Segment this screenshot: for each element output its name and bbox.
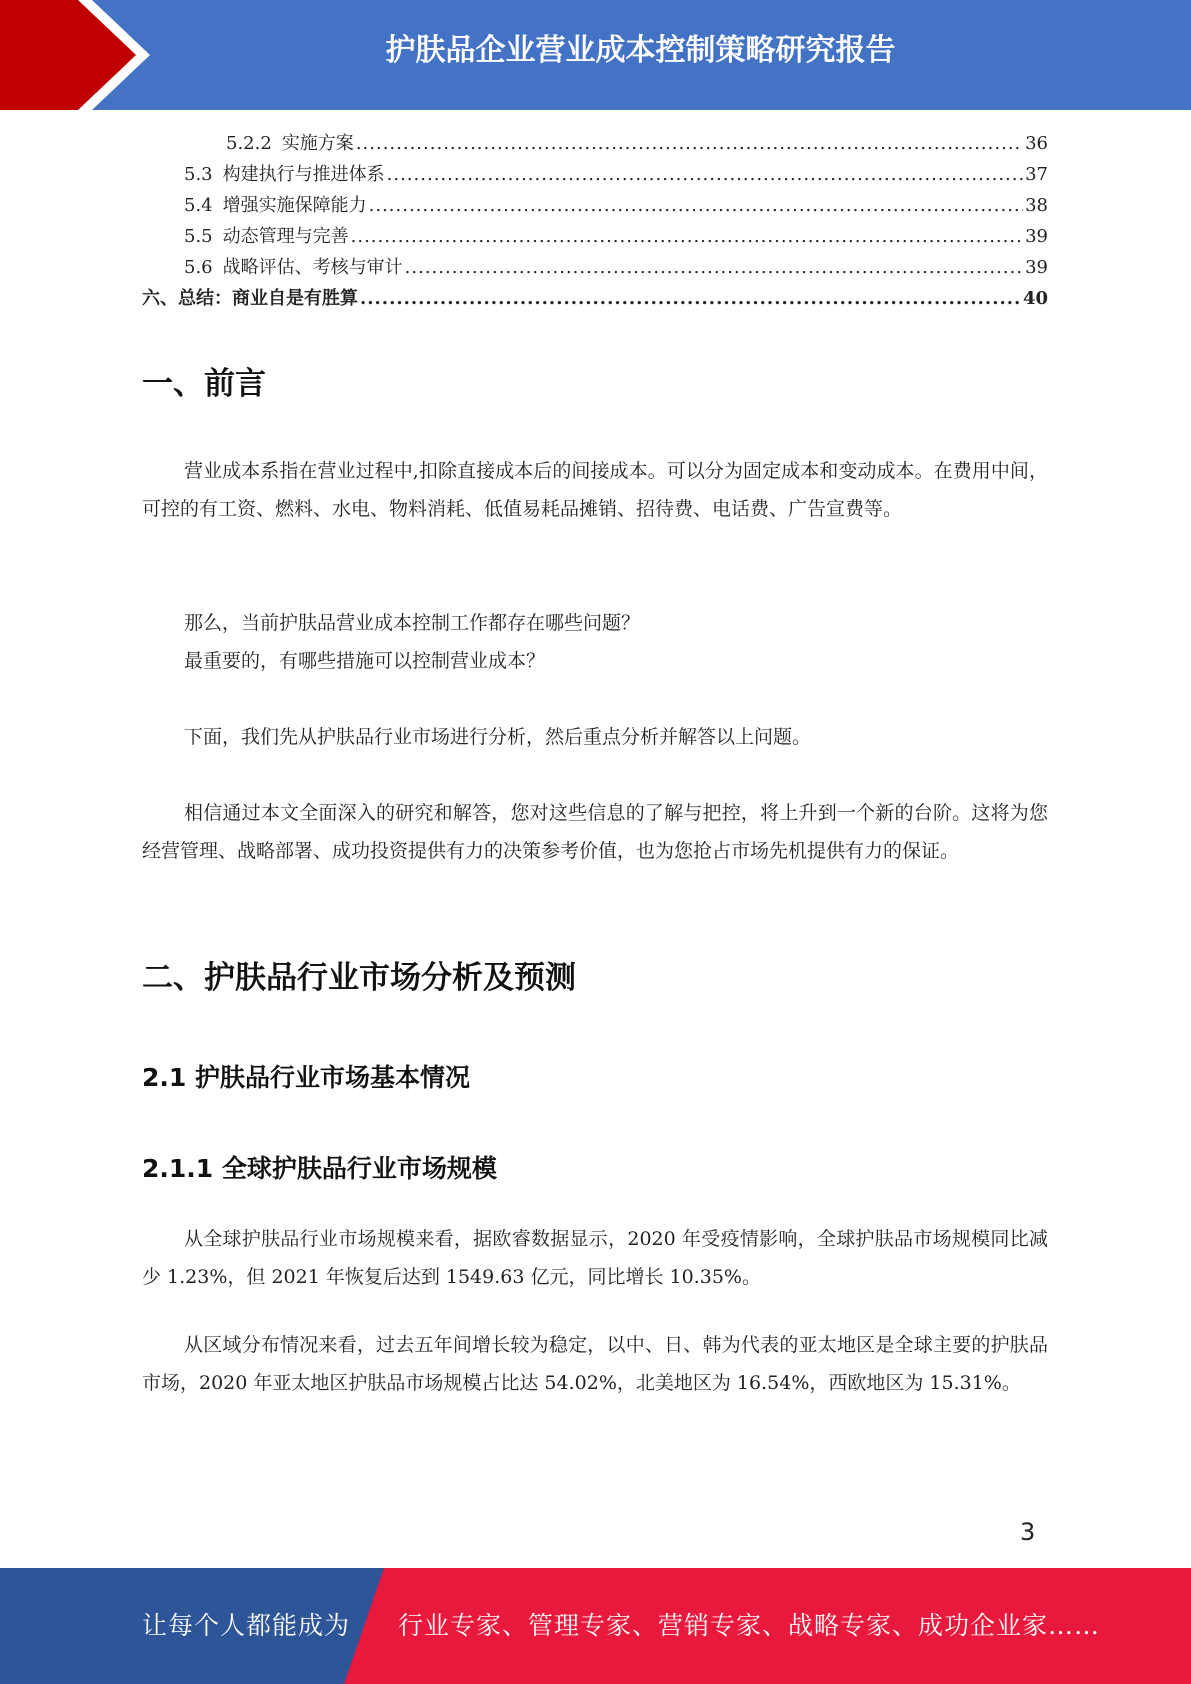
toc-entry-page: 36 [1025,133,1048,154]
toc-entry[interactable] [142,191,1048,222]
intro-paragraph [142,452,1048,528]
toc-entry[interactable] [142,284,1048,315]
toc-entry-page: 39 [1025,257,1048,278]
toc-leader-dots [387,164,1023,185]
header-arrow-decoration [0,0,200,110]
toc-leader-dots [369,195,1023,216]
document-title: 护肤品企业营业成本控制策略研究报告 [385,33,896,68]
toc-entry-number: 5.6 [184,257,213,278]
intro-method-paragraph [142,718,1048,756]
toc-entry-number: 5.5 [184,226,213,247]
toc-leader-dots [351,226,1023,247]
toc-entry-label: 战略评估、考核与审计 [222,257,403,278]
toc-entry-label: 增强实施保障能力 [222,195,367,216]
toc-entry-page: 38 [1025,195,1048,216]
subsection-heading-global: 2.1.1 全球护肤品行业市场规模 [142,1154,497,1183]
toc-entry[interactable] [142,222,1048,253]
toc-entry-label: 实施方案 [281,133,354,154]
page-number: 3 [1020,1518,1036,1546]
toc-entry-page: 40 [1022,288,1048,309]
subsection-heading-basic: 2.1 护肤品行业市场基本情况 [142,1063,470,1092]
intro-paragraph-text: 营业成本系指在营业过程中,扣除直接成本后的间接成本。可以分为固定成本和变动成本。在费用中间，可控的有工资、燃料、水电、物料消耗、低值易耗品摊销、招待费、电话费、广告宣费等。 [142,460,1048,520]
intro-questions [142,604,1048,680]
toc-leader-dots [405,257,1023,278]
regional-distribution-text: 从区域分布情况来看，过去五年间增长较为稳定，以中、日、韩为代表的亚太地区是全球主要的护肤品市场，2020 年亚太地区护肤品市场规模占比达 54.02%，北美地区为 16.54%，西欧地区为 15.31%。 [142,1334,1048,1394]
toc-entry[interactable] [142,253,1048,284]
intro-question-1: 那么，当前护肤品营业成本控制工作都存在哪些问题？ [184,612,641,634]
intro-method-text: 下面，我们先从护肤品行业市场进行分析，然后重点分析并解答以上问题。 [184,726,812,748]
toc-entry-number: 5.2.2 [226,133,272,154]
toc-entry-page: 39 [1025,226,1048,247]
footer-slogan-right: 行业专家、管理专家、营销专家、战略专家、成功企业家…… [398,1611,1101,1640]
section-heading-market: 二、护肤品行业市场分析及预测 [142,960,576,996]
intro-value-paragraph [142,794,1048,870]
intro-value-text: 相信通过本文全面深入的研究和解答，您对这些信息的了解与把控，将上升到一个新的台阶。这将为您经营管理、战略部署、成功投资提供有力的决策参考价值，也为您抢占市场先机提供有力的保证。 [142,802,1048,862]
regional-distribution-paragraph [142,1326,1048,1402]
toc-entry-number: 5.4 [184,195,213,216]
footer-slogan-left: 让每个人都能成为 [142,1611,351,1640]
toc-entry-label: 动态管理与完善 [222,226,349,247]
global-scale-paragraph [142,1220,1048,1296]
toc-entry[interactable] [142,129,1048,160]
toc-leader-dots [356,133,1023,154]
toc-entry-number: 5.3 [184,164,213,185]
toc-entry-label: 六、总结：商业自是有胜算 [142,288,358,309]
page-footer [0,1568,1191,1684]
global-scale-text: 从全球护肤品行业市场规模来看，据欧睿数据显示，2020 年受疫情影响，全球护肤品市场规模同比减少 1.23%，但 2021 年恢复后达到 1549.63 亿元，同比增长 10.35%。 [142,1228,1048,1288]
toc-entry-label: 构建执行与推进体系 [222,164,385,185]
intro-question-2: 最重要的，有哪些措施可以控制营业成本？ [184,650,546,672]
section-heading-intro: 一、前言 [142,366,266,402]
page-header [0,0,1191,110]
toc-entry[interactable] [142,160,1048,191]
toc-entry-page: 37 [1025,164,1048,185]
toc-leader-dots [360,288,1021,309]
table-of-contents [142,129,1048,315]
